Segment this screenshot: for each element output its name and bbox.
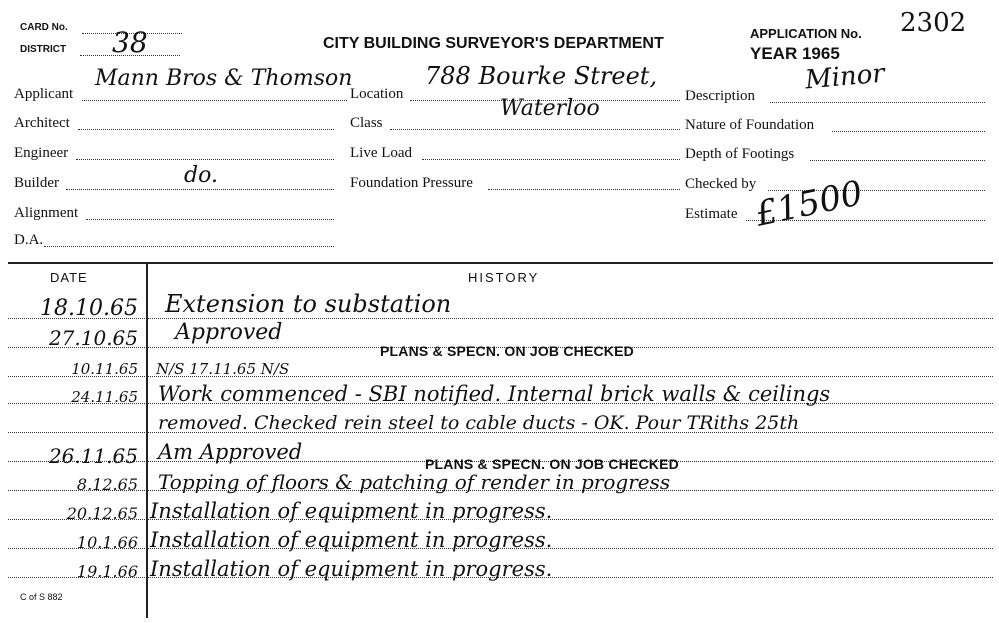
history-row-text: Installation of equipment in progress.	[150, 528, 553, 552]
architect-label: Architect	[14, 115, 70, 131]
history-row-date: 10.11.65	[71, 360, 138, 378]
foundation-pressure-label: Foundation Pressure	[350, 175, 473, 191]
nature-of-foundation-label: Nature of Foundation	[685, 117, 815, 133]
applicant-value: Mann Bros & Thomson	[95, 66, 353, 91]
history-row-date: 20.12.65	[66, 504, 138, 523]
history-row-text: Installation of equipment in progress.	[150, 499, 553, 523]
history-row-text: Installation of equipment in progress.	[150, 557, 553, 581]
history-row-text: N/S 17.11.65 N/S	[156, 360, 290, 378]
nature-of-foundation-line	[832, 131, 985, 132]
builder-value: do.	[184, 163, 218, 188]
description-label: Description	[685, 88, 755, 104]
history-row-date: 19.1.66	[76, 562, 138, 581]
form-code: C of S 882	[20, 592, 63, 602]
history-row-text: Extension to substation	[165, 290, 452, 318]
foundation-pressure-line	[488, 189, 680, 190]
application-number: 2302	[900, 8, 967, 38]
application-label: APPLICATION No.	[750, 26, 862, 41]
location-value-1: 788 Bourke Street,	[425, 62, 658, 90]
engineer-label: Engineer	[14, 145, 69, 161]
class-line	[390, 129, 680, 130]
history-top-rule	[8, 262, 993, 264]
history-header: HISTORY	[468, 270, 540, 285]
location-label: Location	[350, 86, 404, 102]
card-no-label: CARD No.	[20, 22, 68, 33]
da-label: D.A.	[14, 232, 44, 248]
history-row-date: 18.10.65	[40, 296, 138, 321]
depth-of-footings-label: Depth of Footings	[685, 146, 795, 162]
history-row-date: 24.11.65	[71, 388, 138, 406]
location-value-2: Waterloo	[500, 96, 600, 121]
district-label: DISTRICT	[20, 44, 67, 55]
alignment-line	[86, 219, 334, 220]
builder-line	[66, 189, 334, 190]
history-row-date: 27.10.65	[48, 326, 138, 350]
applicant-label: Applicant	[14, 86, 74, 102]
description-value: Minor	[803, 58, 886, 96]
live-load-line	[422, 159, 680, 160]
description-line	[770, 102, 985, 103]
history-row-text: Am Approved	[158, 440, 303, 464]
architect-line	[78, 129, 334, 130]
estimate-value: £1500	[752, 173, 867, 235]
engineer-line	[76, 159, 334, 160]
alignment-label: Alignment	[14, 205, 79, 221]
class-label: Class	[350, 115, 383, 131]
checked-by-label: Checked by	[685, 176, 757, 192]
history-row-date: 8.12.65	[76, 475, 138, 494]
date-column-divider	[146, 263, 148, 618]
applicant-line	[82, 100, 347, 101]
da-line	[44, 246, 334, 247]
history-row-text: Work commenced - SBI notified. Internal brick walls & ceilings	[158, 382, 831, 406]
history-row-text: removed. Checked rein steel to cable ducts - OK. Pour TRiths 25th	[158, 412, 800, 434]
history-row-text: Approved	[175, 320, 283, 345]
row-rule	[8, 318, 993, 319]
builder-label: Builder	[14, 175, 59, 191]
history-row-text: Topping of floors & patching of render in progress	[158, 470, 671, 494]
plans-checked-stamp: PLANS & SPECN. ON JOB CHECKED	[425, 456, 679, 472]
history-row-date: 10.1.66	[76, 533, 138, 552]
district-value: 38	[112, 26, 148, 59]
estimate-label: Estimate	[685, 206, 738, 222]
year-label: YEAR 1965	[750, 44, 840, 63]
date-header: DATE	[50, 270, 88, 285]
department-title: CITY BUILDING SURVEYOR'S DEPARTMENT	[323, 35, 664, 52]
history-row-date: 26.11.65	[48, 444, 138, 468]
depth-of-footings-line	[810, 160, 985, 161]
plans-checked-stamp: PLANS & SPECN. ON JOB CHECKED	[380, 343, 634, 359]
live-load-label: Live Load	[350, 145, 413, 161]
